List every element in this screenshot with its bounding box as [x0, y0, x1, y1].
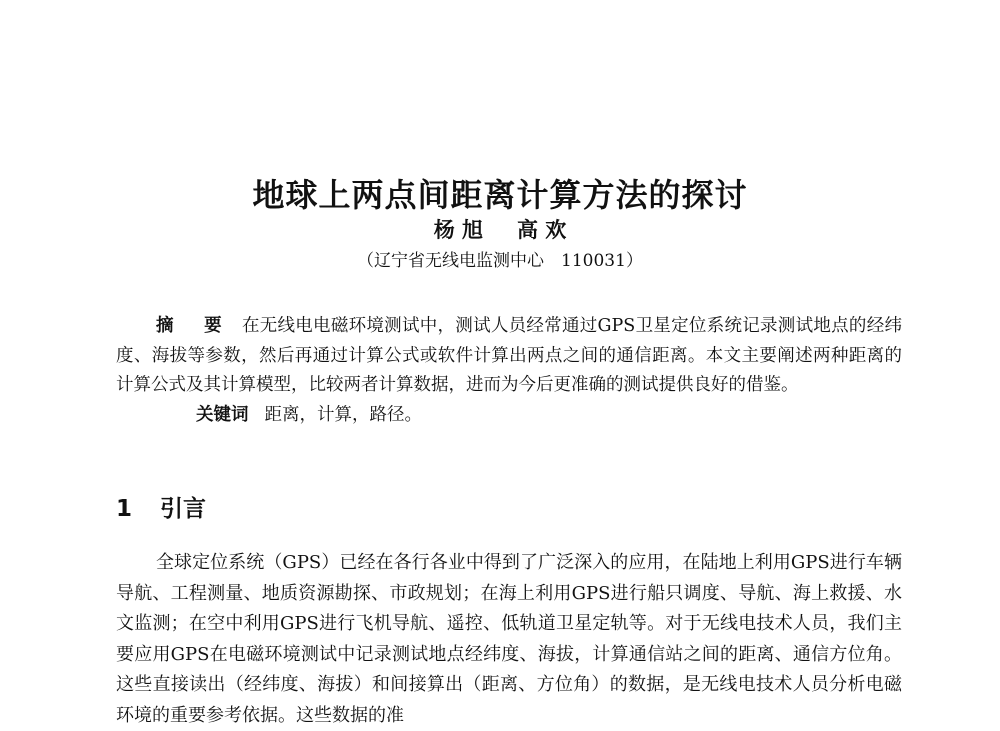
section-body [116, 548, 902, 731]
abstract-label: 摘 要 [156, 316, 234, 336]
affiliation: （辽宁省无线电监测中心 110031） [357, 251, 643, 271]
abstract-block [116, 312, 902, 430]
keywords-line [116, 401, 902, 431]
section-title: 引言 [160, 496, 206, 522]
keywords-label: 关键词 [196, 404, 249, 425]
abstract-text: 在无线电电磁环境测试中，测试人员经常通过GPS卫星定位系统记录测试地点的经纬度、海拔等参数，然后再通过计算公式或软件计算出两点之间的通信距离。本文主要阐述两种距离的计算公式及其计算模型，比较两者计算数据，进而为今后更准确的测试提供良好的借鉴。 [116, 316, 902, 395]
author-name: 杨 旭 [433, 218, 483, 242]
abstract-paragraph [116, 312, 902, 401]
author-list [0, 214, 1000, 244]
body-paragraph: 全球定位系统（GPS）已经在各行各业中得到了广泛深入的应用，在陆地上利用GPS进行车辆导航、工程测量、地质资源勘探、市政规划；在海上利用GPS进行船只调度、导航、海上救援、水文监测；在空中利用GPS进行飞机导航、遥控、低轨道卫星定轨等。对于无线电技术人员，我们主要应用GPS在电磁环境测试中记录测试地点经纬度、海拔，计算通信站之间的距离、通信方位角。这些直接读出（经纬度、海拔）和间接算出（距离、方位角）的数据，是无线电技术人员分析电磁环境的重要参考依据。这些数据的准 [116, 552, 902, 726]
paper-title: 地球上两点间距离计算方法的探讨 [252, 176, 748, 214]
author-name: 高 欢 [517, 218, 567, 242]
section-heading [116, 490, 206, 523]
section-number: 1 [116, 496, 133, 522]
keywords-text: 距离，计算，路径。 [264, 404, 422, 425]
